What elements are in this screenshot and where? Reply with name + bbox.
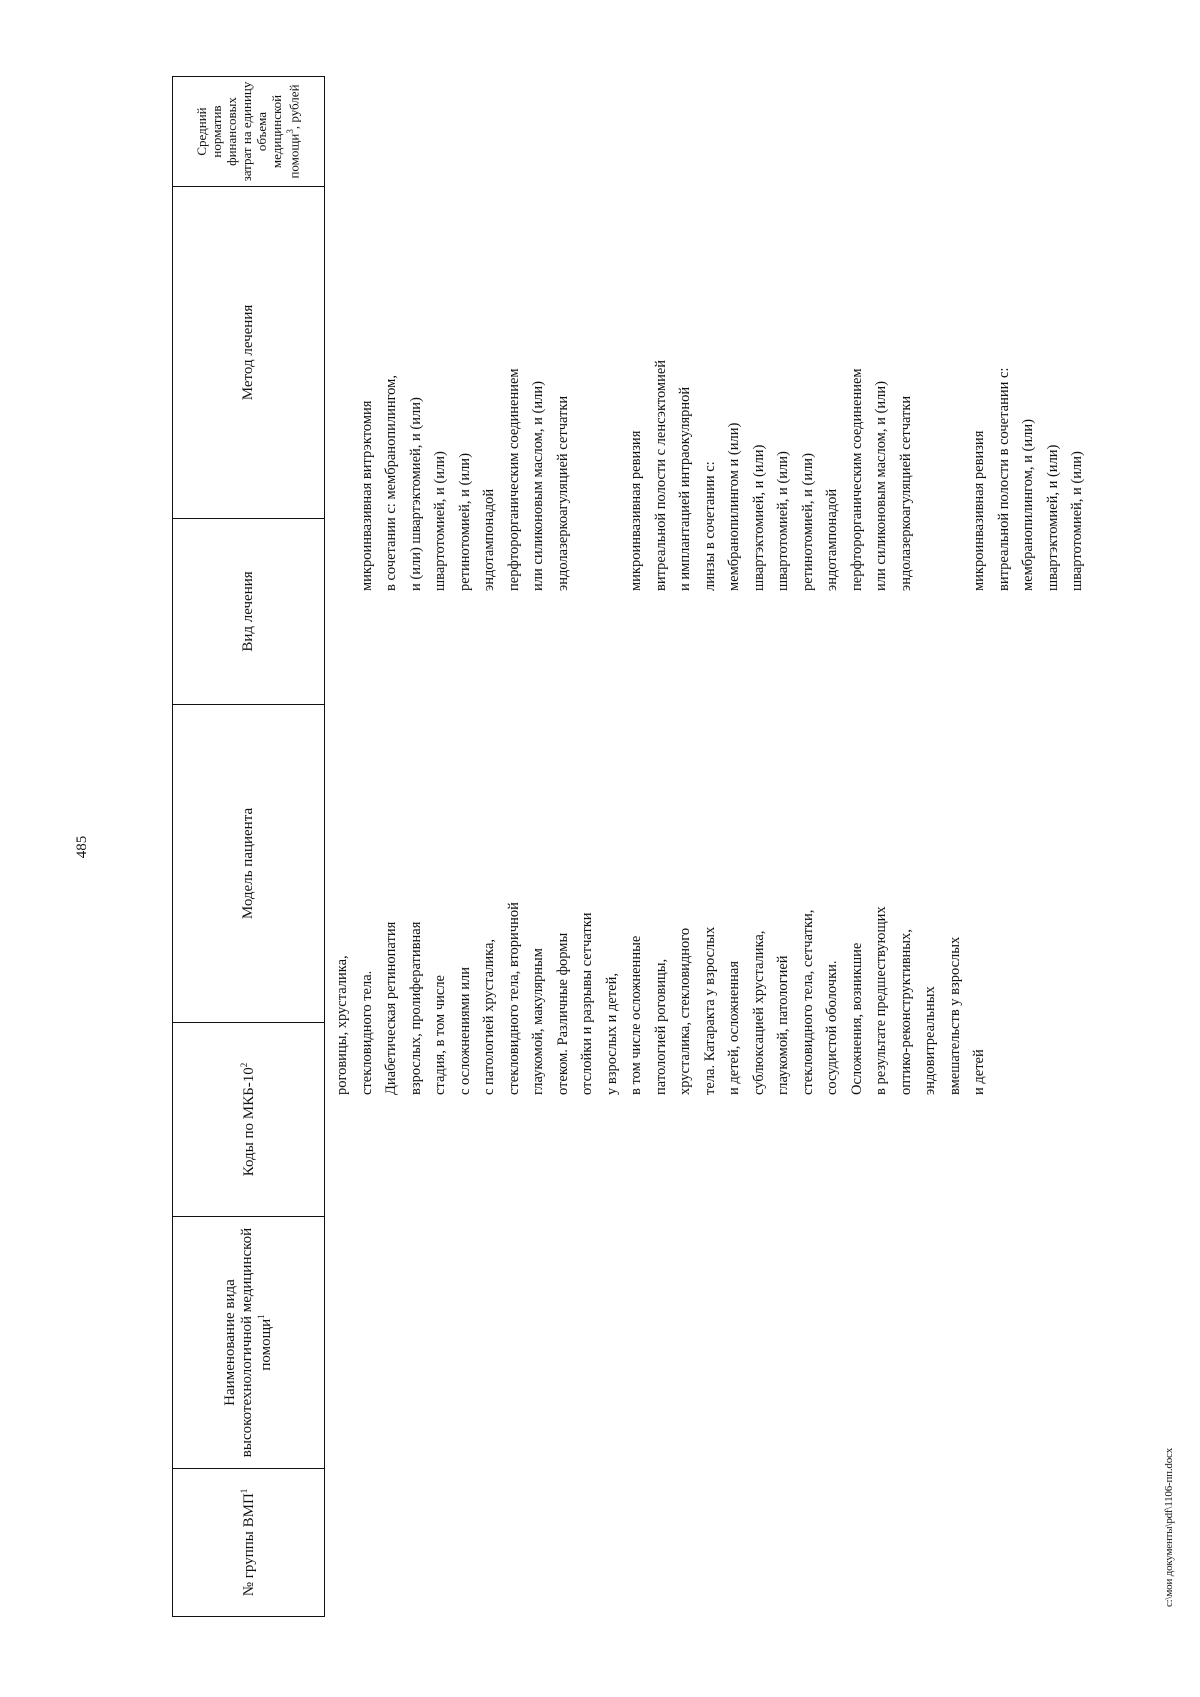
paragraph-gap — [918, 360, 943, 591]
method-block-2-line: микроинвазивная ревизия — [628, 430, 644, 591]
patient-model-line: вмешательств у взрослых — [946, 936, 963, 1095]
patient-model-line: сублюксацией хрусталика, — [750, 930, 767, 1095]
patient-model-line: патологией роговицы, — [652, 958, 669, 1095]
method-block-1-line: или силиконовым маслом, и (или) — [530, 381, 546, 591]
method-block-1-line: микроинвазивная витрэктомия — [358, 400, 375, 591]
column-patient-model — [330, 902, 992, 1095]
patient-model-line: Диабетическая ретинопатия — [383, 921, 399, 1095]
method-block-2-line: линзы в сочетании с: — [701, 461, 718, 591]
patient-model-line: с патологией хрусталика, — [481, 938, 497, 1095]
patient-model-line: оптико-реконструктивных, — [897, 929, 914, 1095]
method-block-2-line: эндотампонадой — [824, 488, 840, 591]
patient-model-line: стадия, в том числе — [432, 975, 448, 1095]
method-block-2-line: эндолазеркоагуляцией сетчатки — [897, 395, 914, 591]
method-block-2-line: или силиконовым маслом, и (или) — [873, 381, 889, 591]
patient-model-line: эндовитреальных — [922, 986, 938, 1095]
header-name — [172, 1216, 325, 1468]
header-norm-sup: 3 — [284, 129, 295, 134]
header-name-text: Наименование вида высокотехнологичной медицинской помощи — [221, 1227, 275, 1458]
patient-model-line: и детей — [971, 1049, 987, 1095]
patient-model-line: сосудистой оболочки. — [824, 960, 840, 1095]
patient-model-line: глаукомой, макулярным — [530, 948, 546, 1095]
patient-model-line: хрусталика, стекловидного — [677, 927, 693, 1095]
patient-model-line: в результате предшествующих — [873, 906, 889, 1095]
method-block-2-line: мембранопилингом и (или) — [726, 422, 742, 591]
method-block-3-line: швартэктомией, и (или) — [1044, 444, 1061, 591]
header-method-text: Метод лечения — [239, 304, 256, 401]
paragraph-gap — [943, 360, 968, 591]
method-block-1-line: в сочетании с: мембранопилингом, — [383, 375, 399, 591]
patient-model-line: тела. Катаракта у взрослых — [701, 926, 718, 1095]
method-block-2-line: перфторорганическим соединением — [848, 368, 865, 591]
header-codes-sup: 2 — [238, 1062, 249, 1068]
patient-model-line: и детей, осложненная — [726, 961, 742, 1095]
header-group-no-sup: 1 — [238, 1488, 249, 1494]
table-header — [172, 76, 325, 1617]
header-kind-text: Вид лечения — [239, 571, 256, 652]
header-norm — [172, 76, 325, 186]
patient-model-line: с осложнениями или — [456, 967, 473, 1095]
patient-model-line: Осложнения, возникшие — [848, 942, 865, 1095]
patient-model-line: отслойки и разрывы сетчатки — [579, 912, 595, 1095]
method-block-1-line: эндотампонадой — [481, 488, 497, 591]
method-block-1-line: ретинотомией, и (или) — [456, 453, 473, 591]
method-block-2-line: и имплантацией интраокулярной — [677, 386, 693, 591]
header-kind — [172, 518, 325, 704]
method-block-3-line: витреальной полости в сочетании с: — [995, 367, 1012, 591]
patient-model-line: взрослых, пролиферативная — [407, 921, 424, 1095]
patient-model-line: стекловидного тела, сетчатки, — [799, 909, 816, 1095]
patient-model-line: глаукомой, патологией — [775, 955, 791, 1095]
patient-model-line: стекловидного тела. — [358, 970, 375, 1095]
paragraph-gap — [330, 360, 355, 591]
header-norm-text: Средний норматив финансовых затрат на единицу объема медицинской помощи — [194, 81, 301, 182]
method-block-3-line: швартотомией, и (или) — [1069, 451, 1085, 591]
header-group-no — [172, 1468, 325, 1616]
header-method — [172, 186, 325, 518]
header-codes — [172, 1022, 325, 1216]
method-block-2-line: швартэктомией, и (или) — [750, 444, 767, 591]
method-block-2-line: витреальной полости с ленсэктомией — [652, 359, 669, 591]
patient-model-line: отеком. Различные формы — [554, 932, 571, 1095]
header-name-sup: 1 — [256, 1314, 267, 1319]
patient-model-line: роговицы, хрусталика, — [334, 955, 350, 1095]
method-block-1-line: перфторорганическим соединением — [505, 368, 522, 591]
method-block-1-line: эндолазеркоагуляцией сетчатки — [554, 395, 571, 591]
method-block-3-line: микроинвазивная ревизия — [971, 430, 987, 591]
method-block-1-line: швартотомией, и (или) — [432, 451, 448, 591]
method-block-2-line: швартотомией, и (или) — [775, 451, 791, 591]
header-model — [172, 704, 325, 1022]
patient-model-line: в том числе осложненные — [628, 935, 644, 1095]
header-codes-text: Коды по МКБ-10 — [240, 1067, 257, 1177]
header-model-text: Модель пациента — [239, 807, 256, 920]
patient-model-line: у взрослых и детей, — [603, 973, 620, 1095]
patient-model-line: стекловидного тела, вторичной — [505, 902, 522, 1095]
paragraph-gap — [575, 360, 600, 591]
column-treatment-method — [330, 360, 1090, 591]
header-group-no-text: № группы ВМП — [240, 1493, 257, 1597]
method-block-3-line: мембранопилингом, и (или) — [1020, 419, 1036, 591]
method-block-1-line: и (или) швартэктомией, и (или) — [407, 397, 424, 591]
header-norm-suffix: , рублей — [286, 84, 301, 130]
page-number: 485 — [74, 835, 90, 859]
method-block-2-line: ретинотомией, и (или) — [799, 453, 816, 591]
paragraph-gap — [600, 360, 625, 591]
footer-file-path: c:\мои документы\pdf\1106-пп.docx — [1163, 1448, 1175, 1607]
